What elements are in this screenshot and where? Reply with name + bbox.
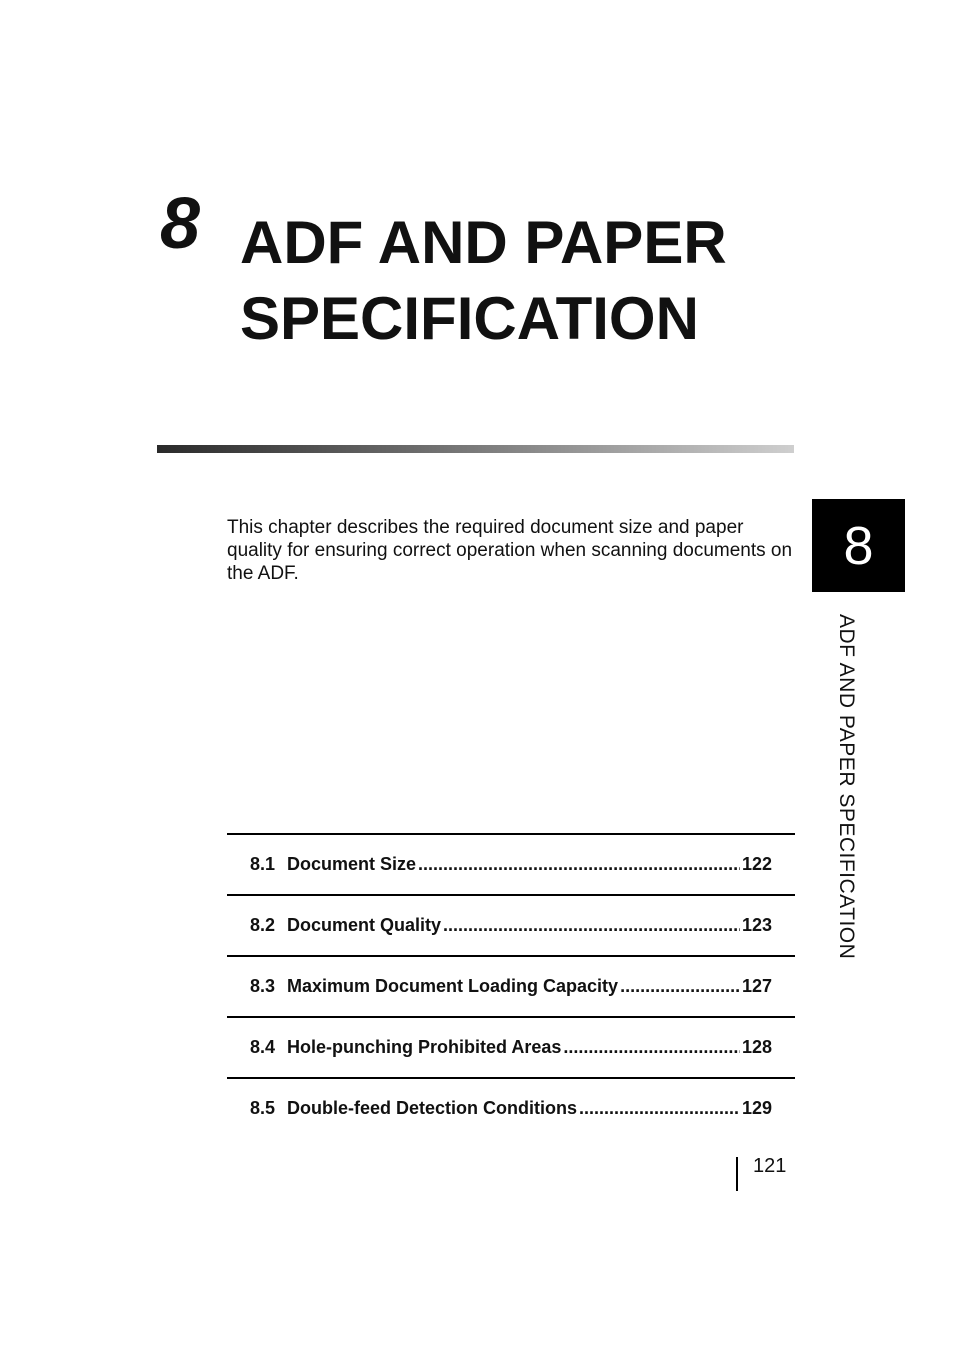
toc-dot-leader <box>620 976 740 997</box>
toc-entry-number: 8.4 <box>250 1037 276 1057</box>
toc-entry-page: 127 <box>741 976 772 996</box>
toc-entry-number: 8.3 <box>250 976 276 996</box>
title-gradient-rule <box>157 445 794 453</box>
toc-dot-leader <box>443 915 740 936</box>
toc-entry-8-5[interactable] <box>227 1077 795 1138</box>
chapter-tab-label: ADF AND PAPER SPECIFICATION <box>835 614 858 960</box>
chapter-tab-number: 8 <box>812 499 905 592</box>
toc-entry-title: Hole-punching Prohibited Areas <box>287 1037 562 1057</box>
toc-entry-8-1[interactable] <box>227 833 795 894</box>
page-number: 121 <box>753 1155 787 1177</box>
toc-entry-page: 129 <box>741 1098 772 1118</box>
toc-entry-title: Double-feed Detection Conditions <box>287 1098 577 1118</box>
toc-entry-title: Document Quality <box>287 915 442 935</box>
page-number-rule <box>736 1157 738 1191</box>
toc-dot-leader <box>563 1037 740 1058</box>
toc-entry-page: 128 <box>741 1037 772 1057</box>
toc-entry-title: Document Size <box>287 854 417 874</box>
toc-entry-number: 8.1 <box>250 854 276 874</box>
toc-dot-leader <box>418 854 740 875</box>
toc-entry-title: Maximum Document Loading Capacity <box>287 976 619 996</box>
toc-entry-8-3[interactable] <box>227 955 795 1016</box>
toc-entry-page: 122 <box>741 854 772 874</box>
toc-dot-leader <box>579 1098 740 1119</box>
table-of-contents <box>227 833 795 1138</box>
chapter-title: ADF AND PAPER SPECIFICATION <box>240 209 727 352</box>
toc-entry-8-2[interactable] <box>227 894 795 955</box>
toc-entry-number: 8.2 <box>250 915 276 935</box>
toc-entry-8-4[interactable] <box>227 1016 795 1077</box>
toc-entry-page: 123 <box>741 915 772 935</box>
chapter-intro: This chapter describes the required document size and paper quality for ensuring correct operation when scanning documents on the ADF. <box>227 517 793 584</box>
toc-entry-number: 8.5 <box>250 1098 276 1118</box>
chapter-number: 8 <box>160 184 201 264</box>
